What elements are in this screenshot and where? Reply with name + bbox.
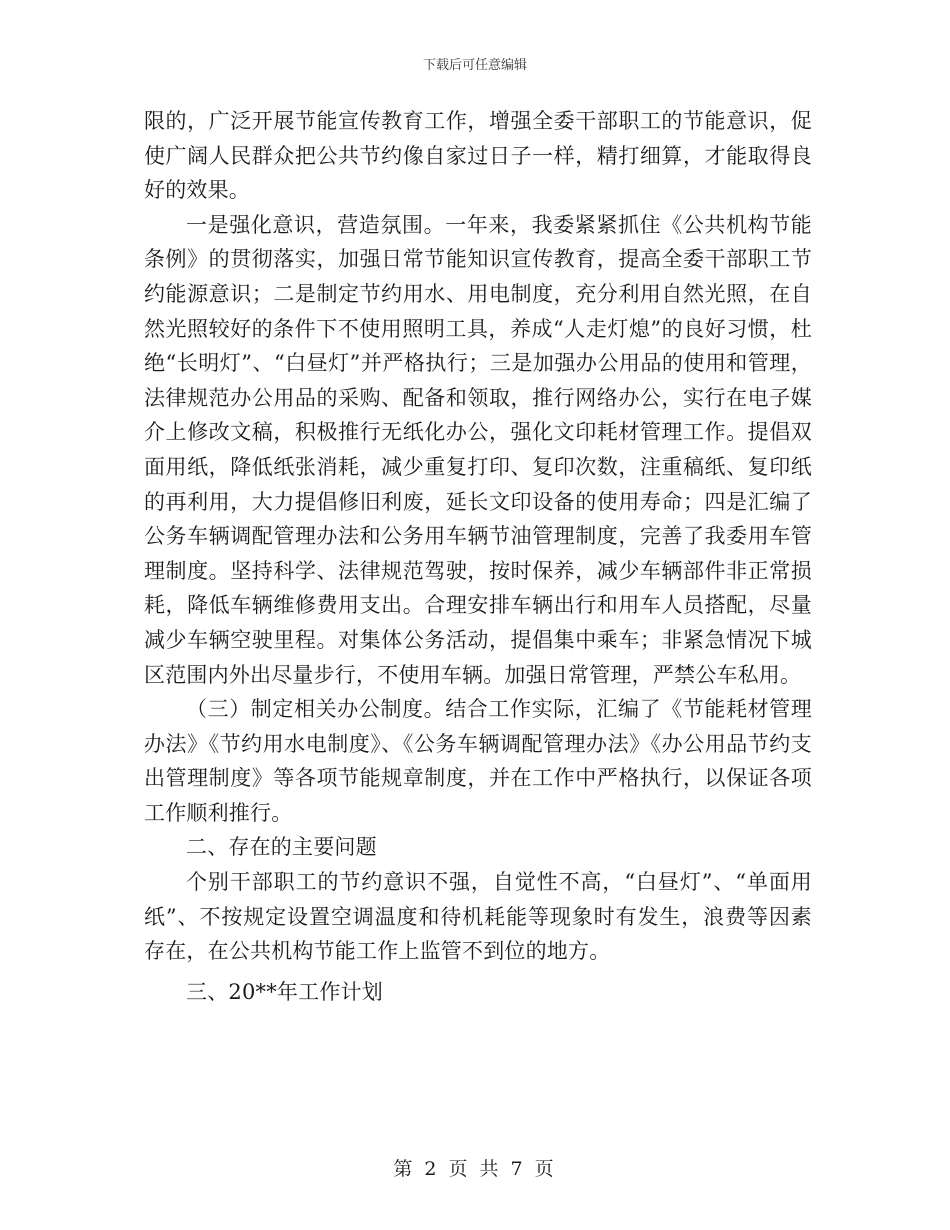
paragraph-problems: 个别干部职工的节约意识不强，自觉性不高，“白昼灯”、“单面用纸”、不按规定设置空调温度和待机耗能等现象时有发生，浪费等因素存在，在公共机构节能工作上监管不到位的地方。 bbox=[144, 870, 812, 964]
document-body bbox=[144, 104, 812, 1009]
paragraph-measures: 一是强化意识，营造氛围。一年来，我委紧紧抓住《公共机构节能条例》的贯彻落实，加强日常节能知识宣传教育，提高全委干部职工节约能源意识；二是制定节约用水、用电制度，充分利用自然光照，在自然光照较好的条件下不使用照明工具，养成“人走灯熄”的良好习惯，杜绝“长明灯”、“白昼灯”并严格执行；三是加强办公用品的使用和管理，法律规范办公用品的采购、配备和领取，推行网络办公，实行在电子媒介上修改文稿，积极推行无纸化办公，强化文印耗材管理工作。提倡双面用纸，降低纸张消耗，减少重复打印、复印次数，注重稿纸、复印纸的再利用，大力提倡修旧利废，延长文印设备的使用寿命；四是汇编了公务车辆调配管理办法和公务用车辆节油管理制度，完善了我委用车管理制度。坚持科学、法律规范驾驶，按时保养，减少车辆部件非正常损耗，降低车辆维修费用支出。合理安排车辆出行和用车人员搭配，尽量减少车辆空驶里程。对集体公务活动，提倡集中乘车；非紧急情况下城区范围内外出尽量步行，不使用车辆。加强日常管理，严禁公车私用。 bbox=[144, 212, 812, 687]
section-heading-problems: 二、存在的主要问题 bbox=[186, 835, 377, 860]
paragraph-continuation: 限的，广泛开展节能宣传教育工作，增强全委干部职工的节能意识，促使广阔人民群众把公共节约像自家过日子一样，精打细算，才能取得良好的效果。 bbox=[144, 109, 812, 203]
section-heading-plan: 三、20**年工作计划 bbox=[186, 979, 383, 1004]
paragraph-office-rules: （三）制定相关办公制度。结合工作实际，汇编了《节能耗材管理办法》《节约用水电制度》、《公务车辆调配管理办法》《办公用品节约支出管理制度》等各项节能规章制度，并在工作中严格执行，以保证各项工作顺利推行。 bbox=[144, 697, 812, 825]
page-number: 第 2 页 共 7 页 bbox=[393, 1158, 557, 1180]
page-header: 下载后可任意编辑 bbox=[422, 58, 527, 73]
